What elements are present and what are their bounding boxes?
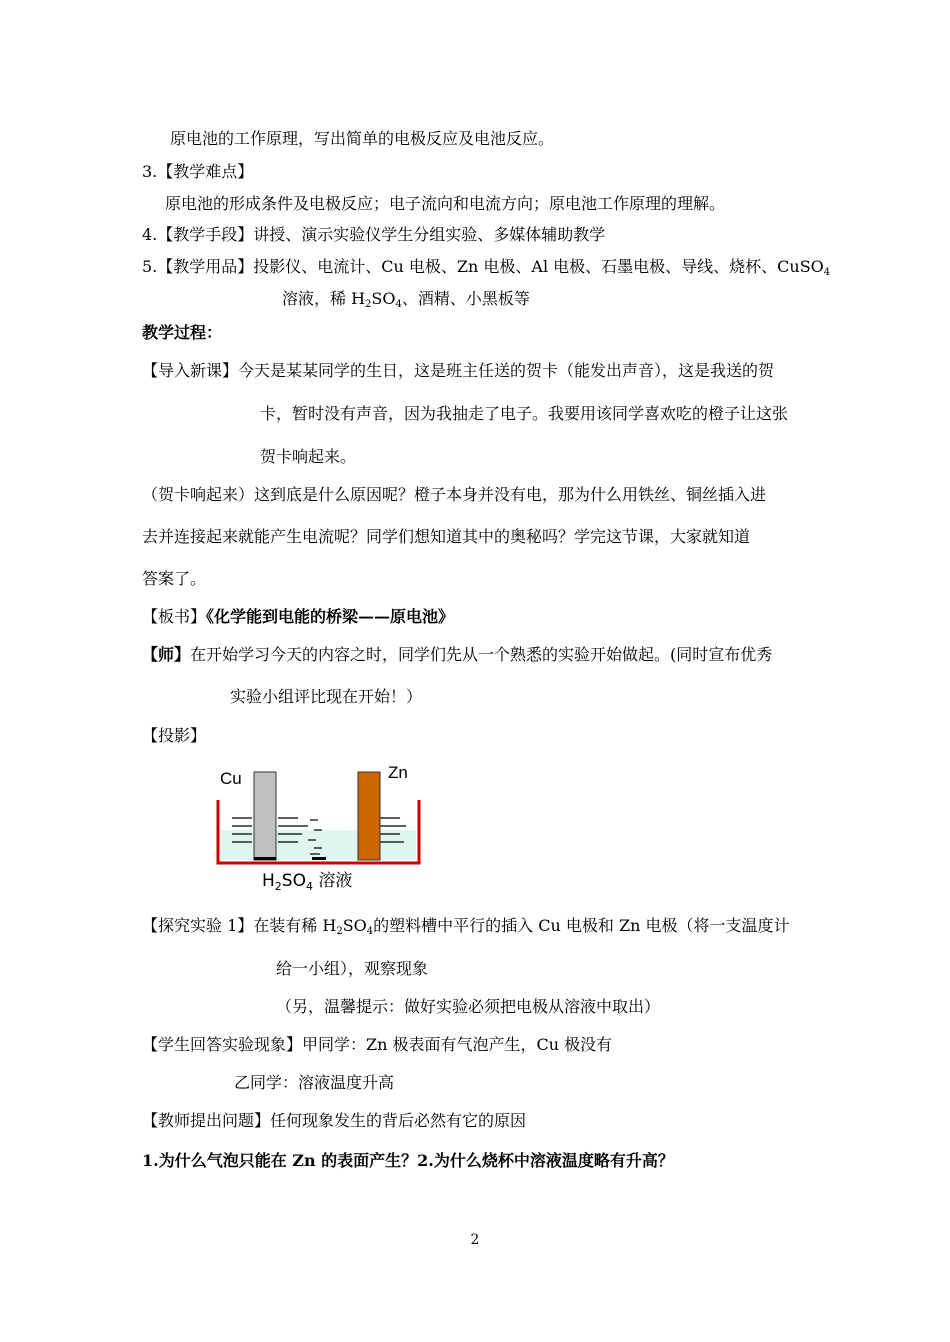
text-line: 【导入新课】今天是某某同学的生日，这是班主任送的贺卡（能发出声音），这是我送的贺 bbox=[142, 361, 775, 380]
page-number: 2 bbox=[470, 1232, 480, 1248]
text-line bbox=[142, 644, 772, 666]
cu-label: Cu bbox=[220, 769, 242, 788]
text-line: 答案了。 bbox=[142, 569, 207, 588]
question-line: 1.为什么气泡只能在 Zn 的表面产生？2.为什么烧杯中溶液温度略有升高？ bbox=[142, 1151, 674, 1170]
text-run: SO bbox=[342, 916, 367, 935]
solution-label bbox=[262, 871, 352, 892]
text-line bbox=[142, 915, 789, 937]
text-line: 去并连接起来就能产生电流呢？同学们想知道其中的奥秘吗？学完这节课，大家就知道 bbox=[142, 527, 751, 546]
board-title: 《化学能到电能的桥梁——原电池》 bbox=[206, 607, 455, 626]
zn-label: Zn bbox=[388, 763, 408, 782]
section-heading bbox=[142, 256, 830, 278]
subscript: 2 bbox=[336, 926, 343, 937]
text-run: SO bbox=[371, 289, 396, 308]
text-line: 乙同学：溶液温度升高 bbox=[234, 1073, 395, 1092]
board-line bbox=[142, 606, 454, 628]
text-run: 【板书】 bbox=[142, 607, 207, 626]
text-run: 【探究实验 1】在装有稀 H bbox=[142, 916, 337, 935]
process-title: 教学过程： bbox=[142, 323, 223, 342]
cu-electrode bbox=[254, 772, 276, 860]
section-heading: 3.【教学难点】 bbox=[142, 162, 254, 181]
text-line: （贺卡响起来）这到底是什么原因呢？橙子本身并没有电，那为什么用铁丝、铜丝插入进 bbox=[142, 485, 767, 504]
section-heading: 4.【教学手段】讲授、演示实验仪学生分组实验、多媒体辅助教学 bbox=[142, 225, 606, 244]
text-run: 【师】 bbox=[142, 645, 191, 664]
text-run: 在开始学习今天的内容之时，同学们先从一个熟悉的实验开始做起。(同时宣布优秀 bbox=[190, 645, 773, 664]
subscript: 4 bbox=[823, 267, 831, 278]
text-run: SO bbox=[281, 871, 306, 891]
text-line: 卡，暂时没有声音，因为我抽走了电子。我要用该同学喜欢吃的橙子让这张 bbox=[260, 404, 789, 423]
text-line: 【学生回答实验现象】甲同学：Zn 极表面有气泡产生，Cu 极没有 bbox=[142, 1035, 613, 1054]
text-line: 原电池的形成条件及电极反应；电子流向和电流方向；原电池工作原理的理解。 bbox=[165, 194, 726, 213]
subscript: 2 bbox=[365, 299, 372, 310]
subscript: 4 bbox=[395, 299, 402, 310]
text-line: （另，温馨提示：做好实验必须把电极从溶液中取出） bbox=[276, 997, 661, 1016]
text-run: 的塑料槽中平行的插入 Cu 电极和 Zn 电极（将一支温度计 bbox=[373, 916, 790, 935]
subscript: 2 bbox=[274, 880, 282, 892]
text-run: 、酒精、小黑板等 bbox=[401, 289, 530, 308]
text-line bbox=[282, 288, 530, 310]
text-run: 溶液，稀 H bbox=[282, 289, 366, 308]
galvanic-cell-figure bbox=[210, 760, 430, 892]
text-run: H bbox=[262, 871, 275, 891]
text-line: 给一小组），观察现象 bbox=[276, 959, 429, 978]
zn-electrode bbox=[358, 772, 380, 860]
subscript: 4 bbox=[305, 880, 313, 892]
cu-base bbox=[254, 857, 276, 860]
text-line: 贺卡响起来。 bbox=[260, 447, 357, 466]
text-line: 原电池的工作原理，写出简单的电极反应及电池反应。 bbox=[170, 129, 555, 148]
text-line: 【投影】 bbox=[142, 726, 207, 745]
text-run: 5.【教学用品】投影仪、电流计、Cu 电极、Zn 电极、Al 电极、石墨电极、导线、烧杯、CuSO bbox=[142, 257, 824, 276]
bottom-mark bbox=[312, 857, 326, 860]
text-line: 【教师提出问题】任何现象发生的背后必然有它的原因 bbox=[142, 1111, 527, 1130]
text-run: 溶液 bbox=[312, 871, 353, 891]
text-line: 实验小组评比现在开始！） bbox=[230, 687, 423, 706]
subscript: 4 bbox=[366, 926, 374, 937]
